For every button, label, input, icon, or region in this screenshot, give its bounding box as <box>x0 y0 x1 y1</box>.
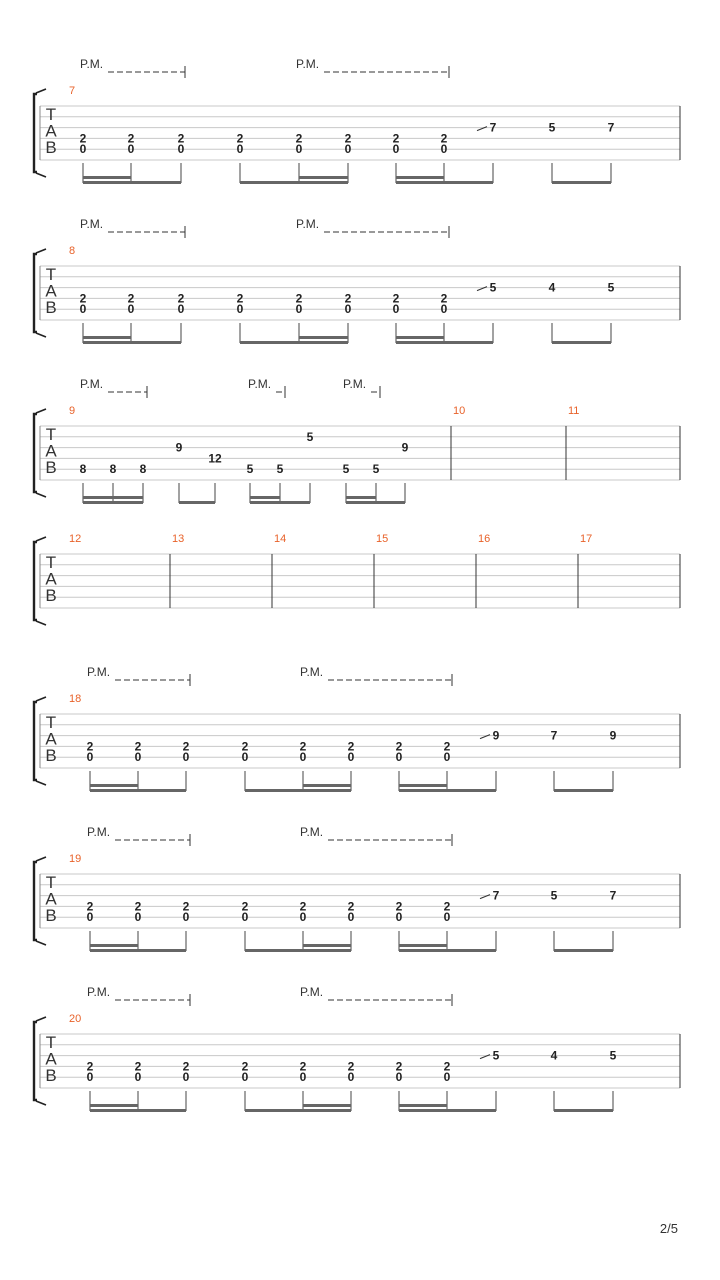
fret-number: 5 <box>246 462 254 477</box>
bracket-top-hook <box>36 697 46 701</box>
palm-mute-label: P.M. <box>87 825 111 839</box>
fret-number: 5 <box>489 280 497 295</box>
tab-system <box>34 57 680 184</box>
fret-number: 0 <box>127 302 135 317</box>
fret-number: 0 <box>395 750 403 765</box>
beam <box>245 1109 351 1112</box>
fret-number: 0 <box>295 142 303 157</box>
system-bracket <box>34 414 37 492</box>
beam <box>240 341 348 344</box>
fret-number: 2 <box>86 899 94 914</box>
tab-clef-letter: T <box>45 105 57 124</box>
fret-number: 2 <box>86 1059 94 1074</box>
tab-clef-letter: B <box>45 1066 57 1085</box>
beam <box>90 949 186 952</box>
fret-number: 0 <box>177 302 185 317</box>
fret-number: 2 <box>127 291 135 306</box>
fret-number: 2 <box>241 739 249 754</box>
fret-number: 5 <box>548 120 556 135</box>
fret-number: 2 <box>134 739 142 754</box>
fret-number: 2 <box>440 291 448 306</box>
beam <box>552 181 611 184</box>
fret-number: 0 <box>79 142 87 157</box>
fret-number: 8 <box>109 462 117 477</box>
fret-number: 2 <box>395 899 403 914</box>
beam <box>245 949 351 952</box>
bracket-bottom-hook <box>36 1101 46 1105</box>
fret-number: 7 <box>492 888 500 903</box>
tab-clef-letter: A <box>45 1049 57 1069</box>
fret-number: 4 <box>548 280 556 295</box>
system-bracket <box>34 862 37 940</box>
measure-number: 14 <box>274 533 287 545</box>
fret-number: 2 <box>443 739 451 754</box>
tab-clef-letter: B <box>45 906 57 925</box>
fret-number: 7 <box>609 888 617 903</box>
bracket-top-hook <box>36 89 46 93</box>
beam <box>179 501 215 504</box>
palm-mute-label: P.M. <box>300 985 324 999</box>
secondary-beam <box>399 1104 447 1107</box>
page-number: 2/5 <box>659 1221 678 1236</box>
fret-number: 2 <box>443 899 451 914</box>
beam <box>90 789 186 792</box>
fret-number: 2 <box>236 131 244 146</box>
tab-clef-letter: T <box>45 265 57 284</box>
system-bracket <box>34 1022 37 1100</box>
bracket-top-hook <box>36 409 46 413</box>
fret-number: 4 <box>550 1048 558 1063</box>
fret-number: 0 <box>344 142 352 157</box>
fret-number: 2 <box>344 131 352 146</box>
fret-number: 0 <box>347 910 355 925</box>
fret-number: 5 <box>492 1048 500 1063</box>
secondary-beam <box>399 784 447 787</box>
fret-number: 2 <box>182 739 190 754</box>
secondary-beam <box>303 1104 351 1107</box>
bracket-top-hook <box>36 537 46 541</box>
fret-number: 0 <box>344 302 352 317</box>
tab-clef-letter: T <box>45 553 57 572</box>
fret-number: 0 <box>395 1070 403 1085</box>
palm-mute-label: P.M. <box>80 377 104 391</box>
bracket-bottom-hook <box>36 173 46 177</box>
tab-clef-letter: T <box>45 1033 57 1052</box>
tab-system <box>34 377 680 504</box>
fret-number: 7 <box>550 728 558 743</box>
fret-number: 8 <box>139 462 147 477</box>
fret-number: 9 <box>175 440 183 455</box>
measure-number: 15 <box>376 533 389 545</box>
tab-clef-letter: A <box>45 441 57 461</box>
fret-number: 0 <box>182 750 190 765</box>
tab-clef-letter: B <box>45 746 57 765</box>
beam <box>346 501 405 504</box>
measure-number: 18 <box>69 693 82 705</box>
fret-number: 0 <box>392 142 400 157</box>
fret-number: 0 <box>79 302 87 317</box>
fret-number: 0 <box>392 302 400 317</box>
beam <box>396 181 493 184</box>
fret-number: 2 <box>299 1059 307 1074</box>
fret-number: 0 <box>236 142 244 157</box>
measure-number: 10 <box>453 405 466 417</box>
measure-number: 11 <box>568 405 580 417</box>
secondary-beam <box>346 496 376 499</box>
palm-mute-label: P.M. <box>343 377 367 391</box>
fret-number: 0 <box>440 302 448 317</box>
beam <box>83 341 181 344</box>
fret-number: 2 <box>440 131 448 146</box>
bracket-top-hook <box>36 857 46 861</box>
measure-number: 17 <box>580 533 593 545</box>
fret-number: 0 <box>134 1070 142 1085</box>
palm-mute-label: P.M. <box>87 985 111 999</box>
secondary-beam <box>250 496 280 499</box>
bracket-bottom-hook <box>36 493 46 497</box>
system-bracket <box>34 254 37 332</box>
beam <box>396 341 493 344</box>
fret-number: 9 <box>401 440 409 455</box>
bracket-bottom-hook <box>36 941 46 945</box>
fret-number: 0 <box>443 910 451 925</box>
fret-number: 0 <box>86 910 94 925</box>
tab-clef-letter: A <box>45 729 57 749</box>
measure-number: 16 <box>478 533 491 545</box>
system-bracket <box>34 702 37 780</box>
fret-number: 2 <box>347 1059 355 1074</box>
fret-number: 2 <box>392 131 400 146</box>
palm-mute-label: P.M. <box>296 217 320 231</box>
measure-number: 12 <box>69 533 82 545</box>
fret-number: 2 <box>241 1059 249 1074</box>
fret-number: 2 <box>395 1059 403 1074</box>
measure-number: 13 <box>172 533 185 545</box>
beam <box>90 1109 186 1112</box>
palm-mute-label: P.M. <box>87 665 111 679</box>
fret-number: 2 <box>395 739 403 754</box>
fret-number: 0 <box>134 910 142 925</box>
secondary-beam <box>396 176 444 179</box>
fret-number: 2 <box>295 131 303 146</box>
fret-number: 5 <box>306 429 314 444</box>
fret-number: 2 <box>347 739 355 754</box>
fret-number: 0 <box>295 302 303 317</box>
fret-number: 5 <box>372 462 380 477</box>
beam <box>552 341 611 344</box>
secondary-beam <box>299 176 348 179</box>
beam <box>554 789 613 792</box>
tab-clef-letter: T <box>45 425 57 444</box>
palm-mute-label: P.M. <box>300 665 324 679</box>
tab-clef-letter: B <box>45 586 57 605</box>
bracket-bottom-hook <box>36 333 46 337</box>
fret-number: 12 <box>208 451 222 466</box>
tab-clef-letter: A <box>45 121 57 141</box>
fret-number: 5 <box>607 280 615 295</box>
secondary-beam <box>83 336 131 339</box>
secondary-beam <box>90 1104 138 1107</box>
fret-number: 0 <box>134 750 142 765</box>
secondary-beam <box>90 784 138 787</box>
fret-number: 0 <box>241 1070 249 1085</box>
fret-number: 0 <box>443 750 451 765</box>
fret-number: 0 <box>443 1070 451 1085</box>
system-bracket <box>34 542 37 620</box>
beam <box>399 789 496 792</box>
tab-clef-letter: B <box>45 298 57 317</box>
fret-number: 0 <box>182 1070 190 1085</box>
palm-mute-label: P.M. <box>80 57 104 71</box>
beam <box>83 501 143 504</box>
beam <box>399 949 496 952</box>
fret-number: 0 <box>86 1070 94 1085</box>
fret-number: 0 <box>347 750 355 765</box>
fret-number: 0 <box>347 1070 355 1085</box>
fret-number: 9 <box>492 728 500 743</box>
fret-number: 5 <box>609 1048 617 1063</box>
fret-number: 0 <box>182 910 190 925</box>
secondary-beam <box>399 944 447 947</box>
fret-number: 7 <box>489 120 497 135</box>
palm-mute-label: P.M. <box>296 57 320 71</box>
secondary-beam <box>299 336 348 339</box>
measure-number: 9 <box>69 405 76 417</box>
measure-number: 20 <box>69 1013 82 1025</box>
fret-number: 2 <box>134 1059 142 1074</box>
fret-number: 0 <box>127 142 135 157</box>
fret-number: 0 <box>241 910 249 925</box>
fret-number: 2 <box>182 1059 190 1074</box>
beam <box>399 1109 496 1112</box>
beam <box>554 949 613 952</box>
fret-number: 8 <box>79 462 87 477</box>
tab-system <box>34 217 680 344</box>
fret-number: 2 <box>241 899 249 914</box>
fret-number: 2 <box>299 899 307 914</box>
tab-clef-letter: B <box>45 138 57 157</box>
fret-number: 2 <box>299 739 307 754</box>
beam <box>250 501 310 504</box>
fret-number: 0 <box>395 910 403 925</box>
fret-number: 0 <box>177 142 185 157</box>
secondary-beam <box>83 176 131 179</box>
palm-mute-label: P.M. <box>248 377 272 391</box>
fret-number: 2 <box>134 899 142 914</box>
measure-number: 8 <box>69 245 76 257</box>
fret-number: 2 <box>127 131 135 146</box>
fret-number: 0 <box>86 750 94 765</box>
fret-number: 2 <box>295 291 303 306</box>
secondary-beam <box>396 336 444 339</box>
beam <box>240 181 348 184</box>
bracket-top-hook <box>36 1017 46 1021</box>
tab-clef-letter: A <box>45 569 57 589</box>
fret-number: 2 <box>79 131 87 146</box>
fret-number: 5 <box>550 888 558 903</box>
fret-number: 2 <box>177 291 185 306</box>
fret-number: 2 <box>443 1059 451 1074</box>
measure-number: 19 <box>69 853 82 865</box>
fret-number: 7 <box>607 120 615 135</box>
fret-number: 0 <box>299 1070 307 1085</box>
fret-number: 2 <box>86 739 94 754</box>
tab-system <box>34 825 680 952</box>
fret-number: 0 <box>299 750 307 765</box>
tab-clef-letter: A <box>45 889 57 909</box>
fret-number: 5 <box>276 462 284 477</box>
tab-clef-letter: A <box>45 281 57 301</box>
fret-number: 5 <box>342 462 350 477</box>
fret-number: 0 <box>440 142 448 157</box>
bracket-top-hook <box>36 249 46 253</box>
tab-clef-letter: T <box>45 713 57 732</box>
fret-number: 9 <box>609 728 617 743</box>
bracket-bottom-hook <box>36 781 46 785</box>
tab-system <box>34 665 680 792</box>
secondary-beam <box>303 784 351 787</box>
fret-number: 2 <box>177 131 185 146</box>
tab-clef-letter: B <box>45 458 57 477</box>
palm-mute-label: P.M. <box>300 825 324 839</box>
fret-number: 2 <box>79 291 87 306</box>
bracket-bottom-hook <box>36 621 46 625</box>
fret-number: 2 <box>182 899 190 914</box>
system-bracket <box>34 94 37 172</box>
beam <box>245 789 351 792</box>
fret-number: 0 <box>236 302 244 317</box>
secondary-beam <box>83 496 143 499</box>
measure-number: 7 <box>69 85 76 97</box>
palm-mute-label: P.M. <box>80 217 104 231</box>
tab-system <box>34 533 680 625</box>
fret-number: 0 <box>241 750 249 765</box>
tab-system <box>34 985 680 1112</box>
fret-number: 2 <box>392 291 400 306</box>
fret-number: 0 <box>299 910 307 925</box>
fret-number: 2 <box>344 291 352 306</box>
beam <box>554 1109 613 1112</box>
beam <box>83 181 181 184</box>
secondary-beam <box>90 944 138 947</box>
secondary-beam <box>303 944 351 947</box>
fret-number: 2 <box>236 291 244 306</box>
fret-number: 2 <box>347 899 355 914</box>
tab-clef-letter: T <box>45 873 57 892</box>
